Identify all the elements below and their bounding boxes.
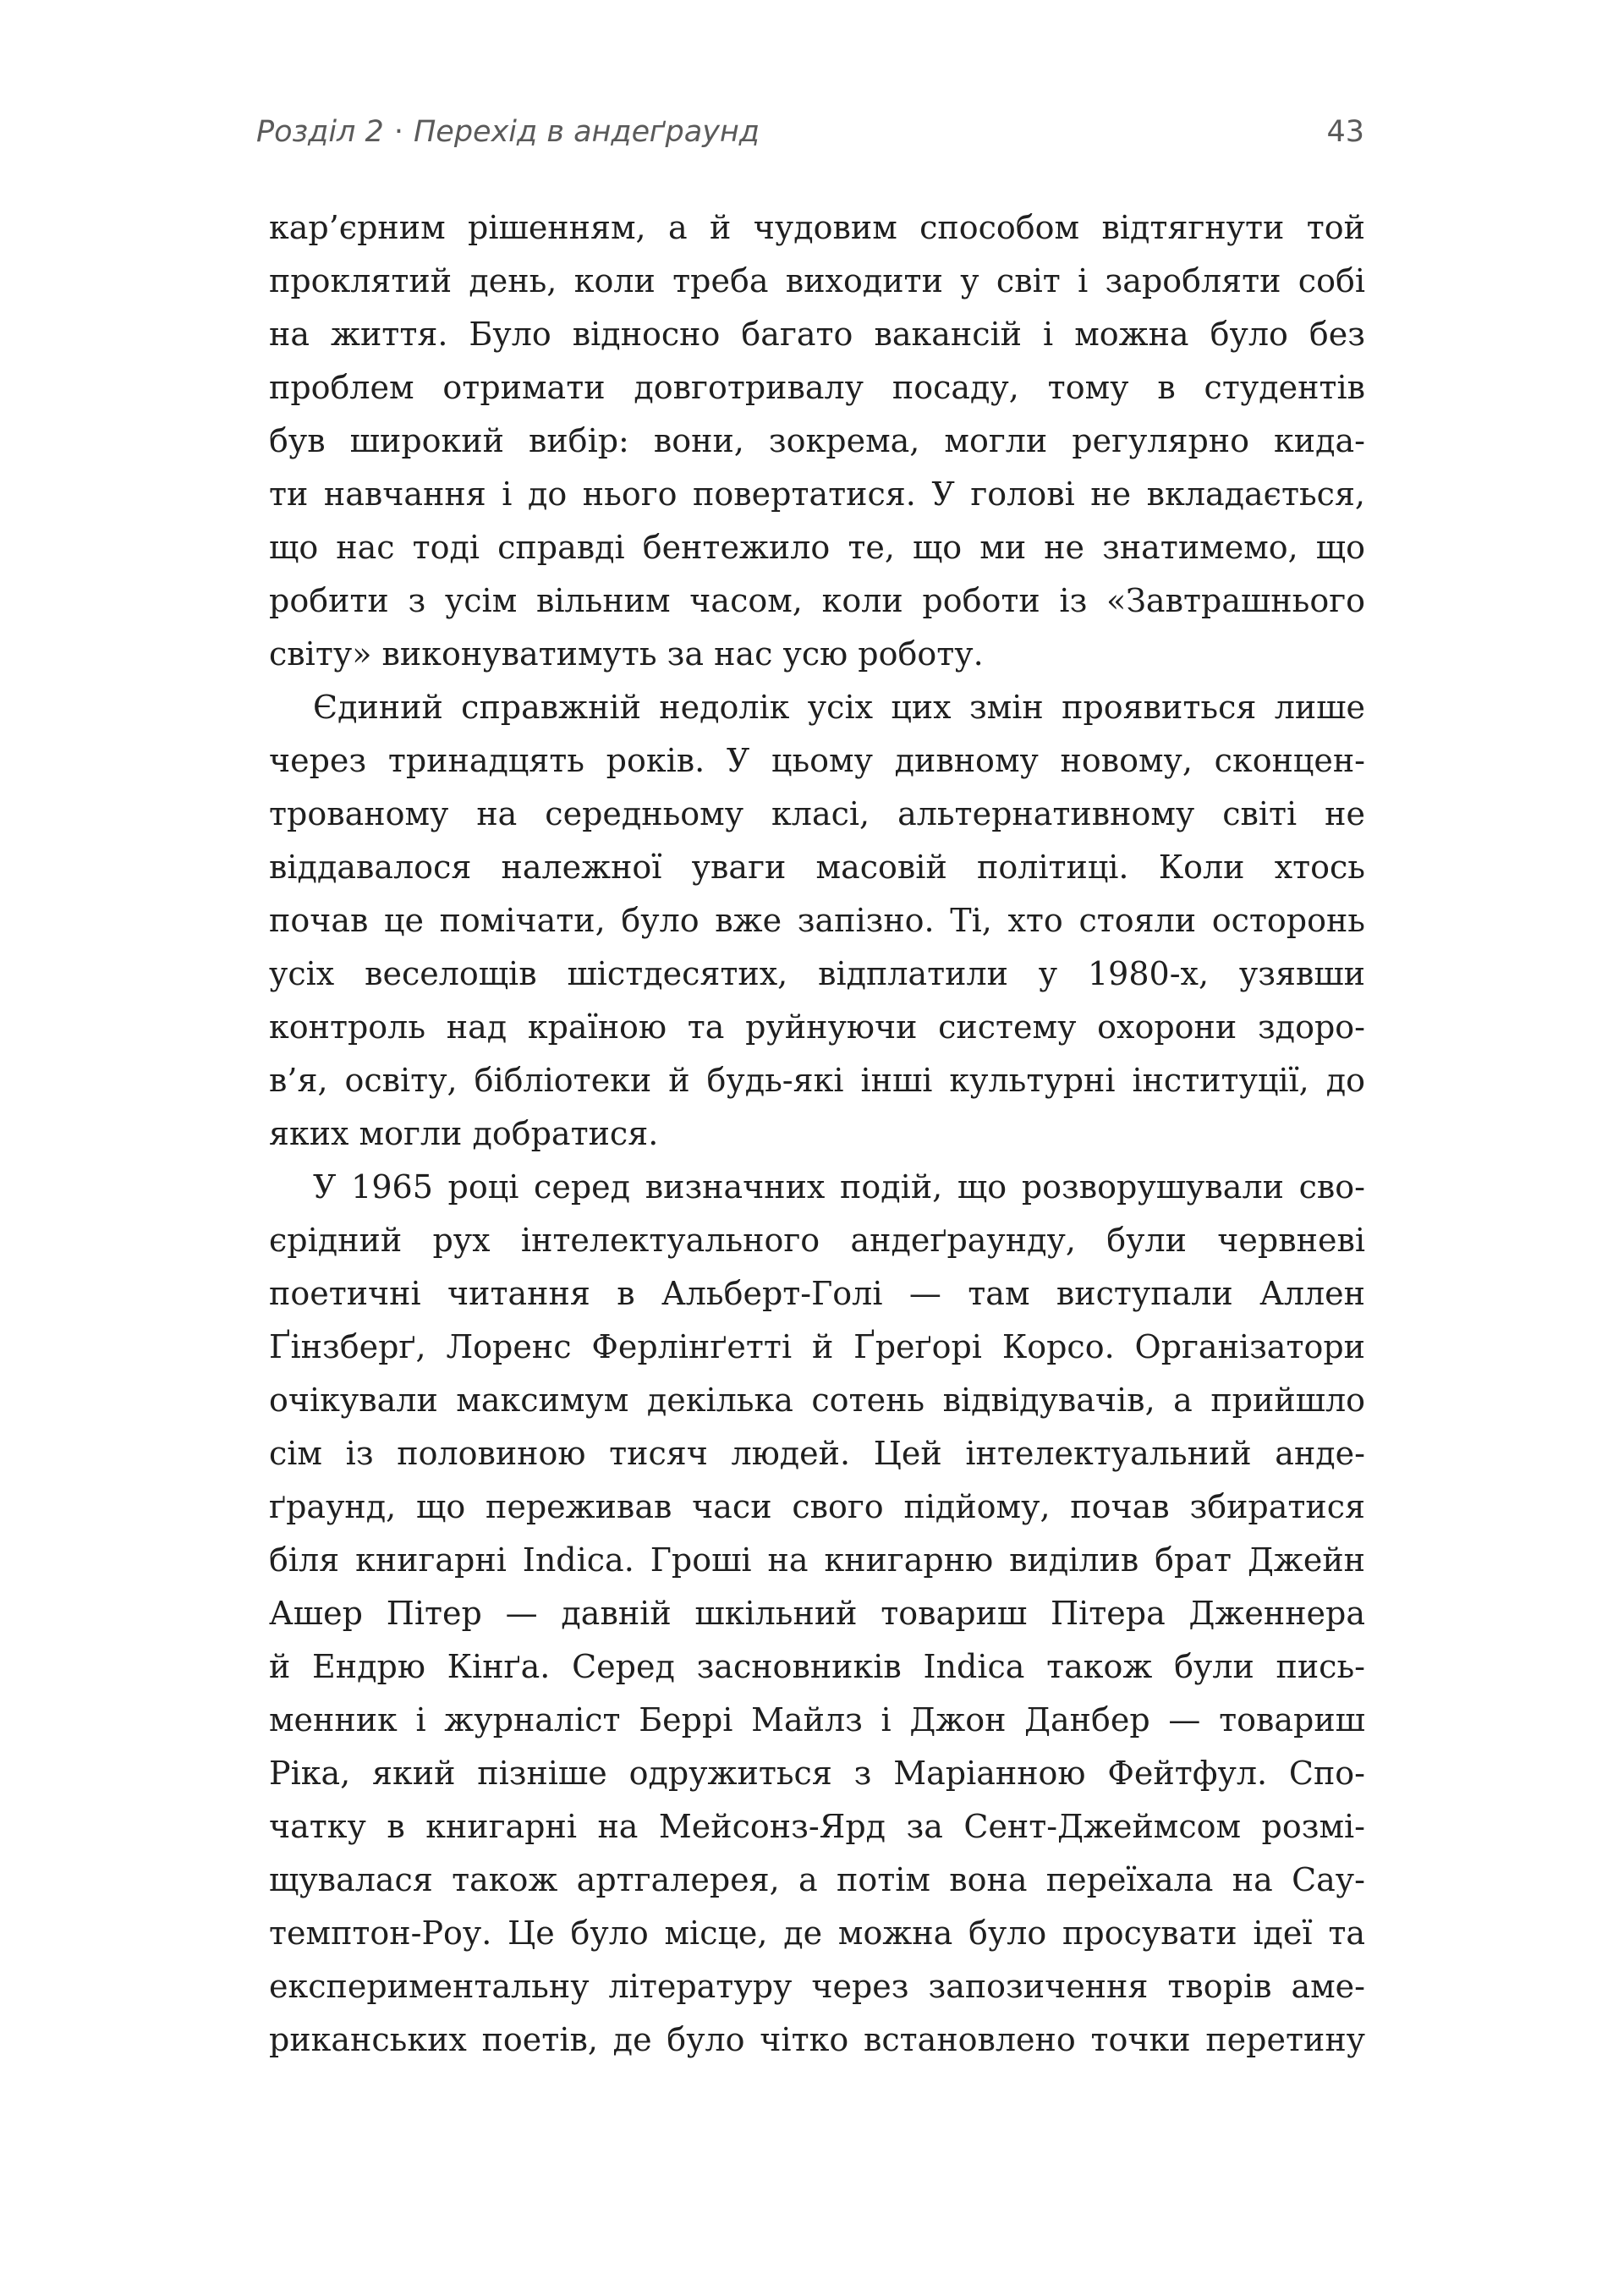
text-line: риканських поетів, де було чітко встановлено точки перетину (269, 2021, 1365, 2058)
body-text (269, 201, 1365, 2067)
text-line: яких могли добратися. (269, 1115, 659, 1152)
text-line: був широкий вибір: вони, зокрема, могли регулярно кида- (269, 422, 1365, 459)
running-header (256, 115, 1364, 157)
text-line: усіх веселощів шістдесятих, відплатили у 1980-х, узявши (269, 955, 1365, 992)
text-line: в’я, освіту, бібліотеки й будь-які інші культурні інституції, до (269, 1062, 1365, 1099)
page-number: 43 (1326, 115, 1364, 149)
text-line: й Ендрю Кінґа. Серед засновників Indica також були пись- (269, 1648, 1365, 1685)
text-line: ґраунд, що переживав часи свого підйому, почав збиратися (269, 1488, 1365, 1525)
chapter-label: Розділ 2 (256, 115, 384, 149)
text-line: сім із половиною тисяч людей. Цей інтелектуальний анде- (269, 1435, 1365, 1472)
text-line: ти навчання і до нього повертатися. У голові не вкладається, (269, 475, 1365, 513)
text-line: Ріка, який пізніше одружиться з Маріанною Фейтфул. Спо- (269, 1755, 1365, 1792)
text-line: біля книгарні Indica. Гроші на книгарню виділив брат Джейн (269, 1541, 1365, 1579)
text-line: Ґінзберґ, Лоренс Ферлінґетті й Ґреґорі Корсо. Організатори (269, 1328, 1365, 1365)
text-line: почав це помічати, було вже запізно. Ті, хто стояли осторонь (269, 902, 1365, 939)
paragraph-first-line: Єдиний справжній недолік усіх цих змін проявиться лише (313, 689, 1365, 726)
text-line: Ашер Пітер — давній шкільний товариш Пітера Дженнера (269, 1595, 1365, 1632)
text-line: експериментальну літературу через запозичення творів аме- (269, 1968, 1365, 2005)
text-line: темптон-Роу. Це було місце, де можна було просувати ідеї та (269, 1914, 1365, 1952)
paragraph-first-line: У 1965 році серед визначних подій, що розворушували сво- (313, 1168, 1365, 1206)
text-line: проклятий день, коли треба виходити у світ і заробляти собі (269, 262, 1365, 299)
text-line: робити з усім вільним часом, коли роботи із «Завтрашнього (269, 582, 1365, 619)
text-line: через тринадцять років. У цьому дивному новому, сконцен- (269, 742, 1365, 779)
text-line: поетичні читання в Альберт-Голі — там виступали Аллен (269, 1275, 1365, 1312)
text-line: щувалася також артгалерея, а потім вона переїхала на Сау- (269, 1861, 1365, 1898)
text-line: проблем отримати довготривалу посаду, тому в студентів (269, 369, 1365, 406)
text-line: контроль над країною та руйнуючи систему охорони здоро- (269, 1008, 1365, 1046)
text-line: очікували максимум декілька сотень відвідувачів, а прийшло (269, 1381, 1365, 1419)
text-line: єрідний рух інтелектуального андеґраунду, були червневі (269, 1222, 1365, 1259)
text-line: менник і журналіст Беррі Майлз і Джон Данбер — товариш (269, 1701, 1365, 1738)
text-line: кар’єрним рішенням, а й чудовим способом відтягнути той (269, 209, 1365, 246)
text-line: віддавалося належної уваги масовій політиці. Коли хтось (269, 849, 1365, 886)
header-separator: · (393, 115, 403, 149)
text-line: що нас тоді справді бентежило те, що ми не знатимемо, що (269, 529, 1365, 566)
text-line: трованому на середньому класі, альтернативному світі не (269, 795, 1365, 832)
chapter-title: Перехід в андеґраунд (413, 115, 760, 149)
text-line: світу» виконуватимуть за нас усю роботу. (269, 635, 984, 673)
chapter-heading (256, 115, 760, 149)
text-line: на життя. Було відносно багато вакансій і можна було без (269, 316, 1365, 353)
text-line: чатку в книгарні на Мейсонз-Ярд за Сент-Джеймсом розмі- (269, 1808, 1365, 1845)
